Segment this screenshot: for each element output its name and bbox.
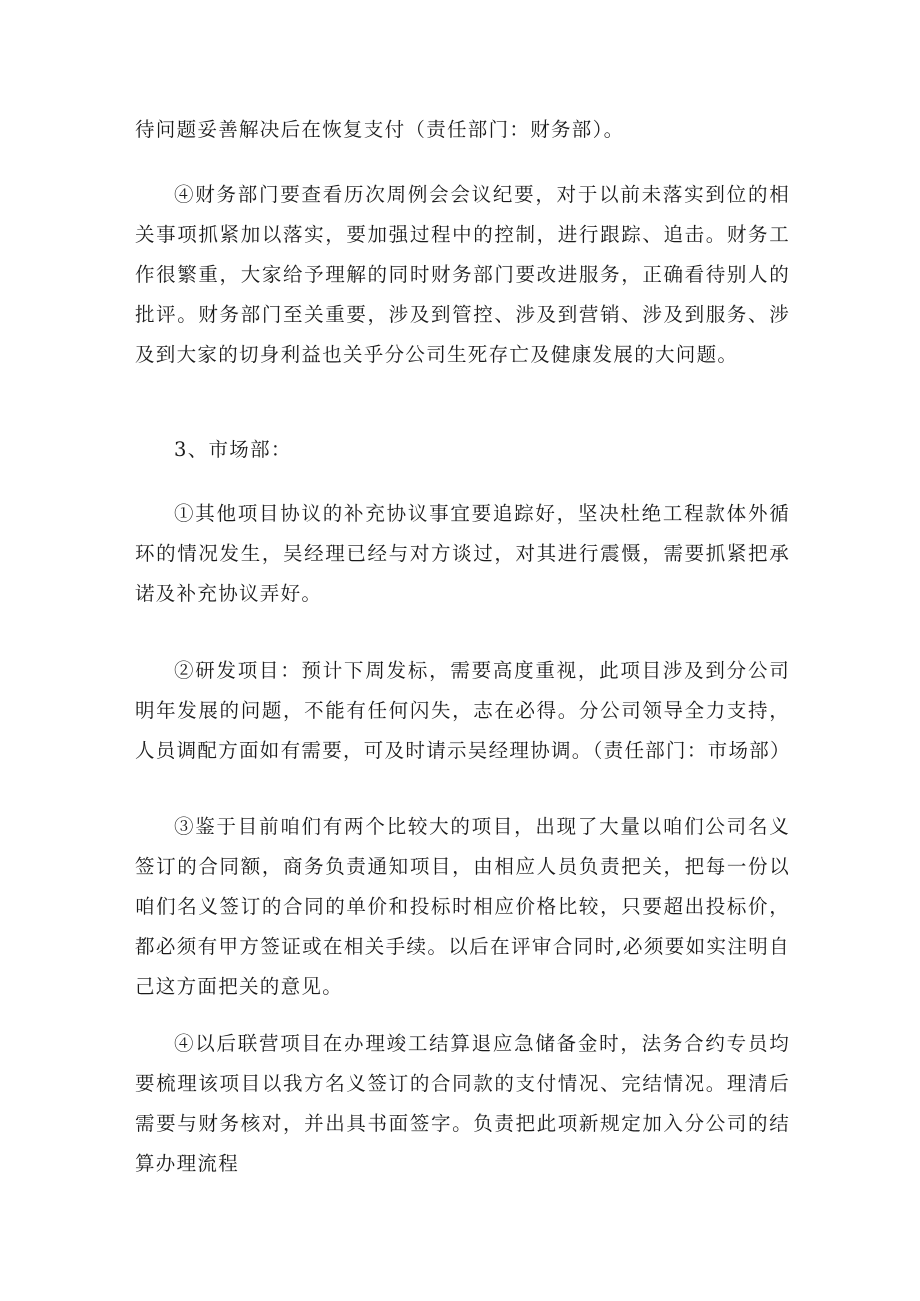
paragraph-finance-dept: ④财务部门要查看历次周例会会议纪要，对于以前未落实到位的相关事项抓紧加以落实，要加强过程中的控制，进行跟踪、追击。财务工作很繁重，大家给予理解的同时财务部门要改进服务，正确看待别人的批评。财务部门至关重要，涉及到管控、涉及到营销、涉及到服务、涉及到大家的切身利益也关乎分公司生死存亡及健康发展的大问题。 [135,183,790,366]
paragraph-market-item-2: ②研发项目：预计下周发标，需要高度重视，此项目涉及到分公司明年发展的问题，不能有任何闪失，志在必得。分公司领导全力支持，人员调配方面如有需要，可及时请示吴经理协调。（责任部门：市场部） [135,659,791,762]
section-heading-market-dept: 3、市场部： [174,438,292,461]
paragraph-payment-resume: 待问题妥善解决后在恢复支付（责任部门：财务部）。 [135,118,625,141]
paragraph-market-item-4: ④以后联营项目在办理竣工结算退应急储备金时，法务合约专员均要梳理该项目以我方名义签订的合同款的支付情况、完结情况。理清后需要与财务核对，并出具书面签字。负责把此项新规定加入分公司的结算办理流程 [135,1032,790,1175]
paragraph-market-item-3: ③鉴于目前咱们有两个比较大的项目，出现了大量以咱们公司名义签订的合同额，商务负责通知项目，由相应人员负责把关，把每一份以咱们名义签订的合同的单价和投标时相应价格比较，只要超出投标价，都必须有甲方签证或在相关手续。以后在评审合同时,必须要如实注明自己这方面把关的意见。 [135,815,790,998]
paragraph-market-item-1: ①其他项目协议的补充协议事宜要追踪好，坚决杜绝工程款体外循环的情况发生，吴经理已经与对方谈过，对其进行震慑，需要抓紧把承诺及补充协议弄好。 [135,502,790,605]
